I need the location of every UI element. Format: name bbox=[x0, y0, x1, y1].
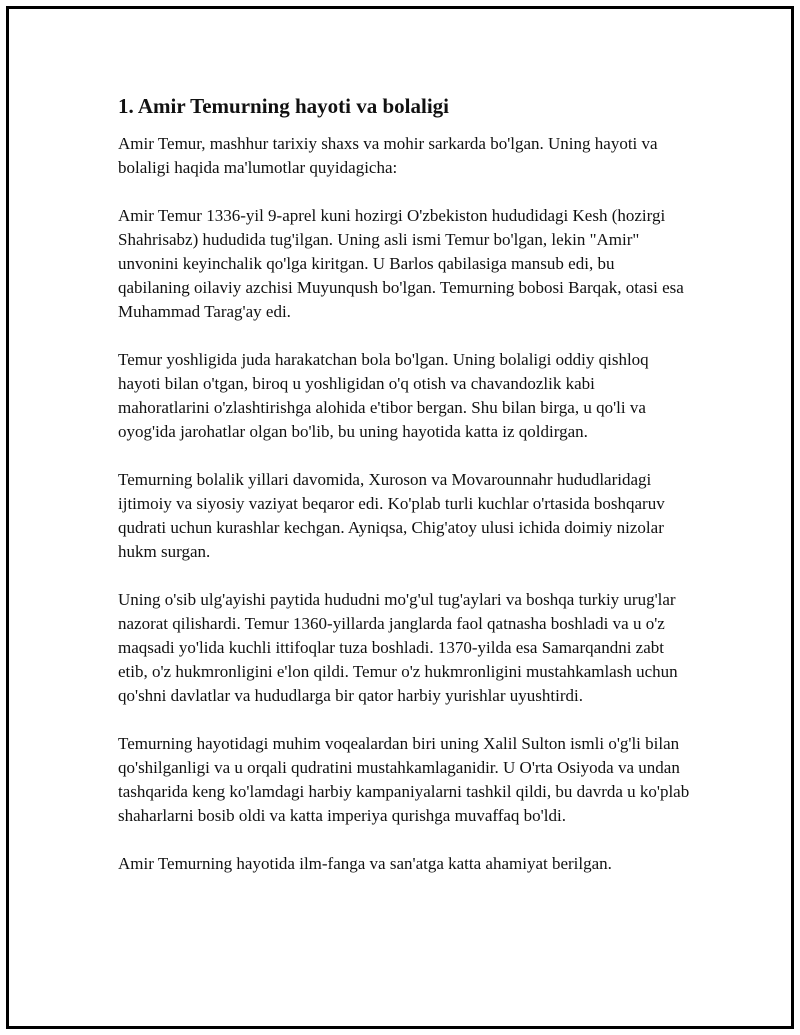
paragraph-youth: Temur yoshligida juda harakatchan bola bo'lgan. Uning bolaligi oddiy qishloq hayoti bilan o'tgan, biroq u yoshligidan o'q otish va chavandozlik kabi mahoratlarini o'zlashtirishga alohida e'tibor bergan. Shu bilan birga, u qo'li va oyog'ida jarohatlar olgan bo'lib, bu uning hayotida katta iz qoldirgan. bbox=[118, 350, 649, 441]
paragraph-intro: Amir Temur, mashhur tarixiy shaxs va mohir sarkarda bo'lgan. Uning hayoti va bolaligi haqida ma'lumotlar quyidagicha: bbox=[118, 134, 658, 177]
document-body bbox=[118, 93, 690, 900]
document-title: 1. Amir Temurning hayoti va bolaligi bbox=[118, 94, 450, 118]
paragraph-birth: Amir Temur 1336-yil 9-aprel kuni hozirgi O'zbekiston hududidagi Kesh (hozirgi Shahrisabz) hududida tug'ilgan. Uning asli ismi Temur bo'lgan, lekin "Amir" unvonini keyinchalik qo'lga kiritgan. U Barlos qabilasiga mansub edi, bu qabilaning oilaviy azchisi Muyunqush bo'lgan. Temurning bobosi Barqak, otasi esa Muhammad Tarag'ay edi. bbox=[118, 206, 684, 321]
paragraph-science-and-art: Amir Temurning hayotida ilm-fanga va san'atga katta ahamiyat berilgan. bbox=[118, 854, 612, 873]
paragraph-key-events: Temurning hayotidagi muhim voqealardan biri uning Xalil Sulton ismli o'g'li bilan qo'shilganligi va u orqali qudratini mustahkamlaganidir. U O'rta Osiyoda va undan tashqarida keng ko'lamdagi harbiy kampaniyalarni tashkil qildi, bu davrda u ko'plab shaharlarni bosib oldi va katta imperiya qurishga muvaffaq bo'ldi. bbox=[118, 734, 690, 825]
paragraph-political-context: Temurning bolalik yillari davomida, Xuroson va Movarounnahr hududlaridagi ijtimoiy va siyosiy vaziyat beqaror edi. Ko'plab turli kuchlar o'rtasida boshqaruv qudrati uchun kurashlar kechgan. Ayniqsa, Chig'atoy ulusi ichida doimiy nizolar hukm surgan. bbox=[118, 470, 665, 561]
paragraph-rise-to-power: Uning o'sib ulg'ayishi paytida hududni mo'g'ul tug'aylari va boshqa turkiy urug'lar nazorat qilishardi. Temur 1360-yillarda janglarda faol qatnasha boshladi va u o'z maqsadi yo'lida kuchli ittifoqlar tuza boshladi. 1370-yilda esa Samarqandni zabt etib, o'z hukmronligini e'lon qildi. Temur o'z hukmronligini mustahkamlash uchun qo'shni davlatlar va hududlarga bir qator harbiy yurishlar uyushtirdi. bbox=[118, 590, 678, 705]
